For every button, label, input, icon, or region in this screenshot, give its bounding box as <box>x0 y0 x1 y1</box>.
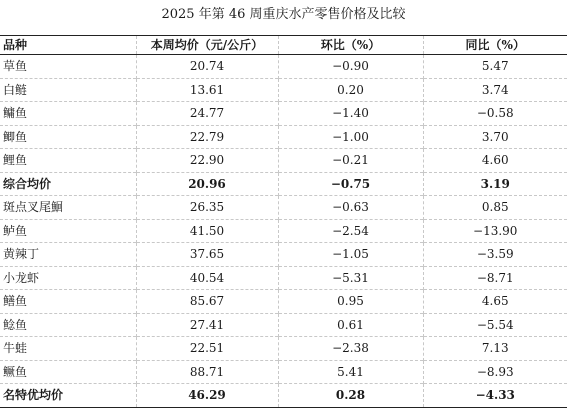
cell-week-on-week: −1.00 <box>278 125 423 149</box>
cell-year-on-year: 5.47 <box>423 55 567 79</box>
table-body <box>0 55 567 408</box>
table-row <box>0 125 567 149</box>
cell-week-on-week: 5.41 <box>278 360 423 384</box>
cell-week-on-week: 0.20 <box>278 78 423 102</box>
column-header-avg-price: 本周均价（元/公斤） <box>136 36 278 55</box>
cell-variety: 鲈鱼 <box>3 223 28 238</box>
table-row <box>0 313 567 337</box>
table-row <box>0 337 567 361</box>
cell-avg-price: 26.35 <box>136 196 278 220</box>
cell-avg-price: 20.74 <box>136 55 278 79</box>
table-header <box>0 36 567 55</box>
cell-avg-price: 41.50 <box>136 219 278 243</box>
cell-year-on-year: −8.71 <box>423 266 567 290</box>
cell-year-on-year: −13.90 <box>423 219 567 243</box>
cell-avg-price: 22.51 <box>136 337 278 361</box>
cell-year-on-year: 3.19 <box>423 172 567 196</box>
column-header-variety: 品种 <box>3 37 28 52</box>
table-row <box>0 55 567 79</box>
cell-variety: 鳜鱼 <box>3 364 28 379</box>
table-row <box>0 360 567 384</box>
table-row <box>0 266 567 290</box>
cell-avg-price: 88.71 <box>136 360 278 384</box>
column-header-year-on-year: 同比（%） <box>423 36 567 55</box>
cell-avg-price: 22.79 <box>136 125 278 149</box>
table-row <box>0 290 567 314</box>
cell-variety: 鲶鱼 <box>3 317 28 332</box>
cell-week-on-week: −1.40 <box>278 102 423 126</box>
cell-variety: 斑点叉尾鮰 <box>3 200 64 215</box>
cell-year-on-year: −0.58 <box>423 102 567 126</box>
summary-row <box>0 172 567 196</box>
cell-year-on-year: 3.70 <box>423 125 567 149</box>
cell-week-on-week: −1.05 <box>278 243 423 267</box>
cell-avg-price: 37.65 <box>136 243 278 267</box>
page-title: 2025 年第 46 周重庆水产零售价格及比较 <box>161 7 406 22</box>
cell-week-on-week: −2.54 <box>278 219 423 243</box>
table-row <box>0 196 567 220</box>
cell-variety: 鲤鱼 <box>3 153 28 168</box>
summary-row <box>0 384 567 408</box>
cell-avg-price: 85.67 <box>136 290 278 314</box>
cell-variety: 综合均价 <box>3 176 52 191</box>
cell-variety: 牛蛙 <box>3 341 28 356</box>
cell-variety: 黄辣丁 <box>3 247 40 262</box>
cell-week-on-week: 0.28 <box>278 384 423 408</box>
cell-avg-price: 46.29 <box>136 384 278 408</box>
cell-avg-price: 13.61 <box>136 78 278 102</box>
table-row <box>0 243 567 267</box>
column-header-week-on-week: 环比（%） <box>278 36 423 55</box>
cell-week-on-week: −5.31 <box>278 266 423 290</box>
cell-variety: 鳙鱼 <box>3 106 28 121</box>
cell-avg-price: 24.77 <box>136 102 278 126</box>
cell-avg-price: 27.41 <box>136 313 278 337</box>
cell-week-on-week: −2.38 <box>278 337 423 361</box>
cell-variety: 白鲢 <box>3 82 28 97</box>
cell-week-on-week: 0.61 <box>278 313 423 337</box>
cell-avg-price: 22.90 <box>136 149 278 173</box>
table-row <box>0 219 567 243</box>
cell-year-on-year: 7.13 <box>423 337 567 361</box>
header-row <box>0 36 567 55</box>
cell-week-on-week: 0.95 <box>278 290 423 314</box>
cell-variety: 小龙虾 <box>3 270 40 285</box>
cell-year-on-year: 3.74 <box>423 78 567 102</box>
cell-avg-price: 40.54 <box>136 266 278 290</box>
table-row <box>0 78 567 102</box>
cell-year-on-year: −3.59 <box>423 243 567 267</box>
cell-week-on-week: −0.63 <box>278 196 423 220</box>
table-row <box>0 149 567 173</box>
cell-variety: 鳝鱼 <box>3 294 28 309</box>
cell-year-on-year: 0.85 <box>423 196 567 220</box>
cell-week-on-week: −0.90 <box>278 55 423 79</box>
cell-week-on-week: −0.75 <box>278 172 423 196</box>
cell-year-on-year: −5.54 <box>423 313 567 337</box>
cell-year-on-year: −4.33 <box>423 384 567 408</box>
cell-week-on-week: −0.21 <box>278 149 423 173</box>
cell-year-on-year: 4.65 <box>423 290 567 314</box>
cell-year-on-year: 4.60 <box>423 149 567 173</box>
cell-variety: 鲫鱼 <box>3 129 28 144</box>
table-row <box>0 102 567 126</box>
cell-year-on-year: −8.93 <box>423 360 567 384</box>
cell-avg-price: 20.96 <box>136 172 278 196</box>
price-table <box>0 35 567 408</box>
cell-variety: 草鱼 <box>3 59 28 74</box>
cell-variety: 名特优均价 <box>3 388 64 403</box>
